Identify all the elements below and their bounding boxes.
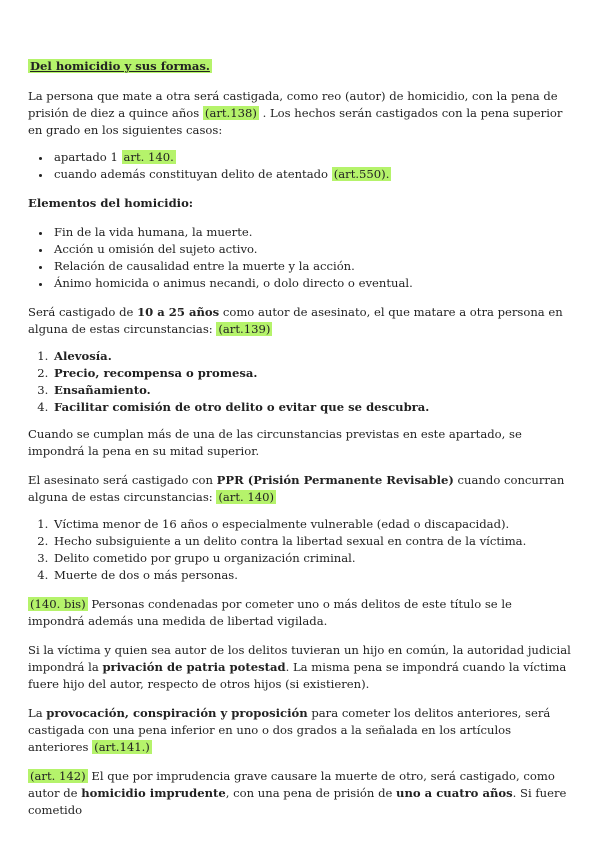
article-ref: (art. 140) bbox=[218, 490, 275, 504]
list-item: • apartado 1 art. 140. bbox=[52, 149, 572, 166]
article-ref: (art.550). bbox=[333, 167, 390, 181]
paragraph-ppr: El asesinato será castigado con PPR (Prisión Permanente Revisable) cuando concurran alguna de estas circunstancias: (art. 140) bbox=[28, 473, 565, 504]
paragraph-libertad-vigilada: (140. bis) Personas condenadas por cometer uno o más delitos de este título se le impondrá además una medida de libertad vigilada. bbox=[28, 597, 512, 628]
article-ref: (art.141.) bbox=[94, 740, 150, 754]
paragraph-patria-potestad: Si la víctima y quien sea autor de los delitos tuvieran un hijo en común, la autoridad judicial impondrá la privación de patria potestad. La misma pena se impondrá cuando la víctima fuere hijo del autor, respecto de otros hijos (si existieren). bbox=[28, 643, 571, 691]
article-ref: (art. 142) bbox=[30, 769, 86, 783]
paragraph-asesinato: Será castigado de 10 a 25 años como autor de asesinato, el que matare a otra persona en alguna de estas circunstancias: (art.139) bbox=[28, 305, 563, 336]
paragraph-homicidio: La persona que mate a otra será castigada, como reo (autor) de homicidio, con la pena de prisión de diez a quince años (art.138) . Los hechos serán castigados con la pena superior en grado en los siguientes casos: bbox=[28, 89, 563, 137]
article-ref: art. 140. bbox=[123, 150, 174, 164]
list-item: • Fin de la vida humana, la muerte. bbox=[52, 224, 572, 241]
list-item: 1. Alevosía. bbox=[52, 348, 572, 365]
bullet-list-casos bbox=[28, 149, 572, 183]
article-ref: (art.138) bbox=[204, 106, 257, 120]
paragraph-mitad-superior: Cuando se cumplan más de una de las circunstancias previstas en este apartado, se impondrá la pena en su mitad superior. bbox=[28, 427, 522, 458]
list-item: • cuando además constituyan delito de atentado (art.550). bbox=[52, 166, 572, 183]
list-item: • Relación de causalidad entre la muerte y la acción. bbox=[52, 258, 572, 275]
list-item: 2. Hecho subsiguiente a un delito contra la libertad sexual en contra de la víctima. bbox=[52, 533, 572, 550]
list-item: • Acción u omisión del sujeto activo. bbox=[52, 241, 572, 258]
list-item: 4. Facilitar comisión de otro delito o evitar que se descubra. bbox=[52, 399, 572, 416]
list-item: 1. Víctima menor de 16 años o especialmente vulnerable (edad o discapacidad). bbox=[52, 516, 572, 533]
section-title: Del homicidio y sus formas. bbox=[30, 59, 210, 73]
list-item: 4. Muerte de dos o más personas. bbox=[52, 567, 572, 584]
bullet-list-elementos bbox=[28, 224, 572, 292]
article-ref: (140. bis) bbox=[30, 597, 86, 611]
list-item: 3. Delito cometido por grupo u organización criminal. bbox=[52, 550, 572, 567]
list-item: 3. Ensañamiento. bbox=[52, 382, 572, 399]
paragraph-homicidio-imprudente: (art. 142) El que por imprudencia grave causare la muerte de otro, será castigado, como autor de homicidio imprudente, con una pena de prisión de uno a cuatro años. Si fuere cometido bbox=[28, 769, 567, 817]
numbered-list-ppr bbox=[28, 516, 572, 584]
list-item: • Ánimo homicida o animus necandi, o dolo directo o eventual. bbox=[52, 275, 572, 292]
paragraph-provocacion: La provocación, conspiración y proposición para cometer los delitos anteriores, será castigada con una pena inferior en uno o dos grados a la señalada en los artículos anteriores (art.141.) bbox=[28, 706, 551, 754]
list-item: 2. Precio, recompensa o promesa. bbox=[52, 365, 572, 382]
numbered-list-circunstancias bbox=[28, 348, 572, 416]
heading-elementos: Elementos del homicidio: bbox=[28, 196, 194, 210]
article-ref: (art.139) bbox=[218, 322, 271, 336]
